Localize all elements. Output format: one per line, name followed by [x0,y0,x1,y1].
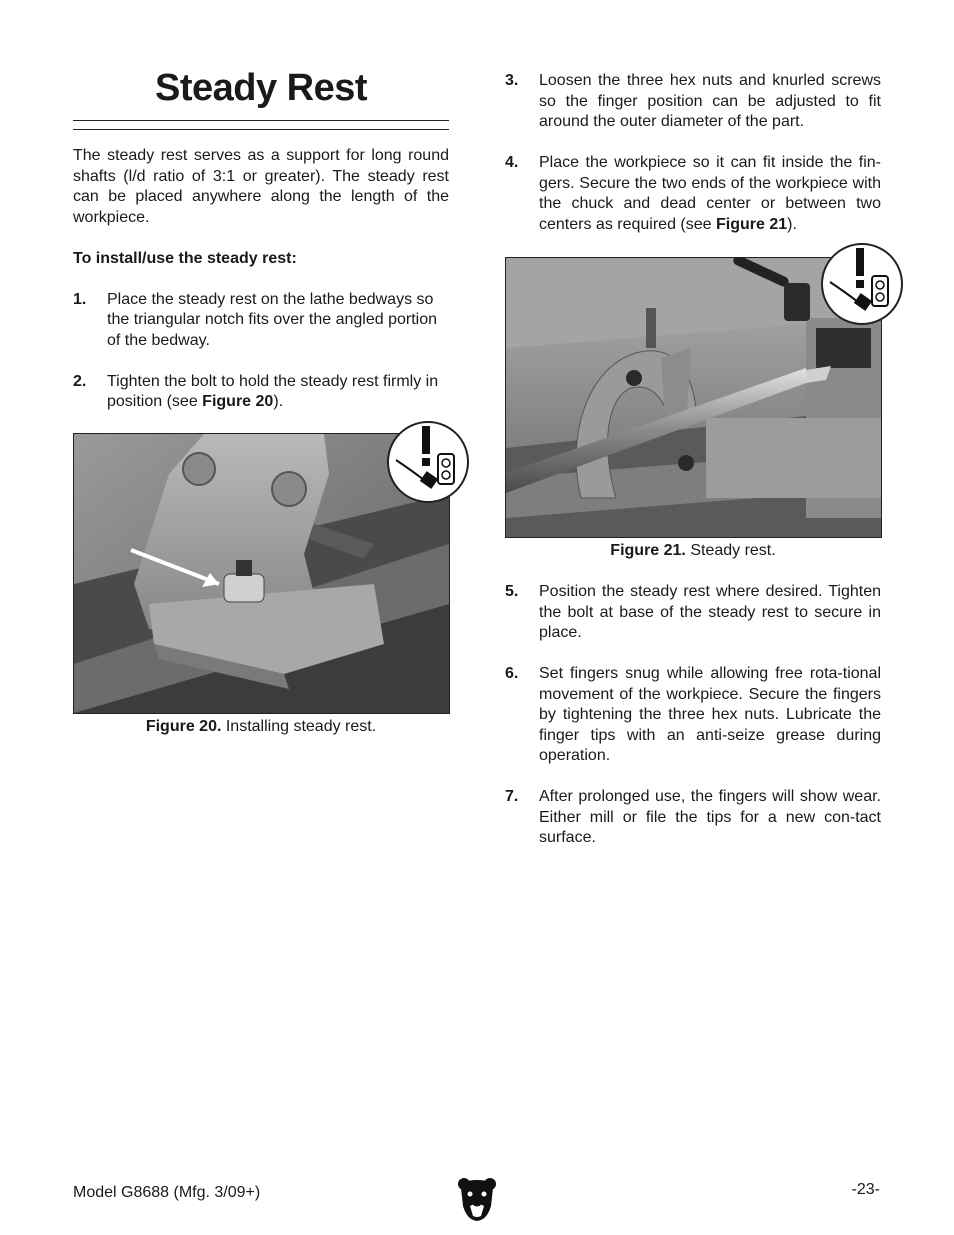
title-rule-top [73,120,449,121]
page-title: Steady Rest [154,67,368,109]
footer-model: Model G8688 (Mfg. 3/09+) [73,1184,261,1201]
figure-21-ref: Figure 21 [715,215,788,233]
step-7: 7. After prolonged use, the fingers will show wear. Either mill or file the tips for a new con-tact surface. [505,788,881,846]
figure-20-ref: Figure 20 [202,393,274,410]
figure-20-caption: Figure 20. Installing steady rest. [145,718,377,735]
step-3: 3. Loosen the three hex nuts and knurled screws so the finger position can be adjusted to fit around the outer diameter of the part. [505,72,881,130]
unplug-warning-icon-2 [820,242,904,326]
figure-21-caption: Figure 21. Steady rest. [610,542,776,559]
bear-logo-icon [457,1176,497,1222]
unplug-warning-icon [386,420,470,504]
step-4: 4. Place the workpiece so it can fit inside the fin-gers. Secure the two ends of the workpiece with the chuck and dead center or between two centers as required (see Figure 21). [505,154,881,233]
footer-page-number: -23- [851,1181,880,1198]
title-rule-bottom [73,129,449,130]
left-column [73,146,449,413]
step-5: 5. Position the steady rest where desired. Tighten the bolt at base of the steady rest to secure in place. [505,583,881,641]
step-2: 2. Tighten the bolt to hold the steady rest firmly in position (see Figure 20). [73,372,439,410]
right-column-bottom [505,582,881,849]
intro-paragraph: The steady rest serves as a support for long round shafts (l/d ratio of 3:1 or greater). The steady rest can be placed anywhere along the length of the workpiece. [73,147,449,226]
step-1: 1. Place the steady rest on the lathe bedways so the triangular notch fits over the angled portion of the bedway. [73,290,437,349]
right-column-top [505,71,881,235]
install-heading: To install/use the steady rest: [73,249,297,267]
step-6: 6. Set fingers snug while allowing free rota-tional movement of the workpiece. Secure the fingers by tightening the three hex nuts. Lubricate the finger tips with an anti-seize grease during operation. [505,665,881,764]
